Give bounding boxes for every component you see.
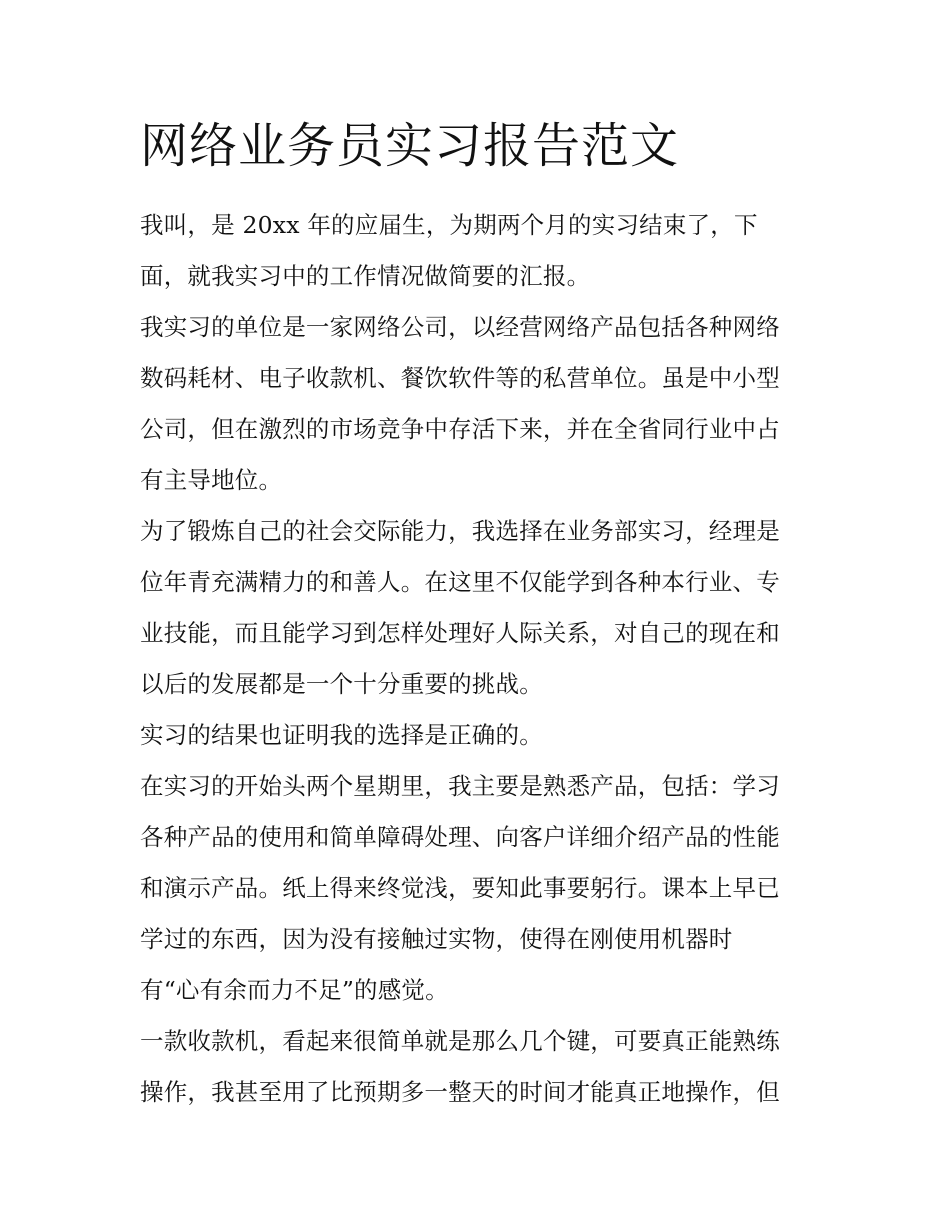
body-line: 为了锻炼自己的社会交际能力，我选择在业务部实习，经理是 — [140, 517, 780, 545]
body-line: 我叫，是 20xx 年的应届生，为期两个月的实习结束了，下 — [140, 211, 758, 239]
body-line: 各种产品的使用和简单障碍处理、向客户详细介绍产品的性能 — [140, 823, 780, 851]
body-line: 数码耗材、电子收款机、餐饮软件等的私营单位。虽是中小型 — [140, 364, 780, 392]
body-line: 业技能，而且能学习到怎样处理好人际关系，对自己的现在和 — [140, 619, 780, 647]
body-line: 以后的发展都是一个十分重要的挑战。 — [140, 670, 543, 698]
body-line: 我实习的单位是一家网络公司，以经营网络产品包括各种网络 — [140, 313, 780, 341]
body-line: 和演示产品。纸上得来终觉浅，要知此事要躬行。课本上早已 — [140, 874, 780, 902]
body-line: 面，就我实习中的工作情况做简要的汇报。 — [140, 262, 591, 290]
body-line: 学过的东西，因为没有接触过实物，使得在刚使用机器时 — [140, 925, 733, 953]
body-line: 一款收款机，看起来很简单就是那么几个键，可要真正能熟练 — [140, 1027, 780, 1055]
body-line: 操作，我甚至用了比预期多一整天的时间才能真正地操作，但 — [140, 1078, 780, 1106]
body-line: 位年青充满精力的和善人。在这里不仅能学到各种本行业、专 — [140, 568, 780, 596]
body-line: 在实习的开始头两个星期里，我主要是熟悉产品，包括：学习 — [140, 772, 780, 800]
document-title: 网络业务员实习报告范文 — [140, 118, 680, 174]
body-line: 实习的结果也证明我的选择是正确的。 — [140, 721, 543, 749]
body-line: 公司，但在激烈的市场竞争中存活下来，并在全省同行业中占 — [140, 415, 780, 443]
body-line: 有主导地位。 — [140, 466, 283, 494]
document-page — [140, 112, 820, 1118]
document-body — [140, 200, 820, 1118]
body-line: 有“心有余而力不足”的感觉。 — [140, 976, 449, 1004]
